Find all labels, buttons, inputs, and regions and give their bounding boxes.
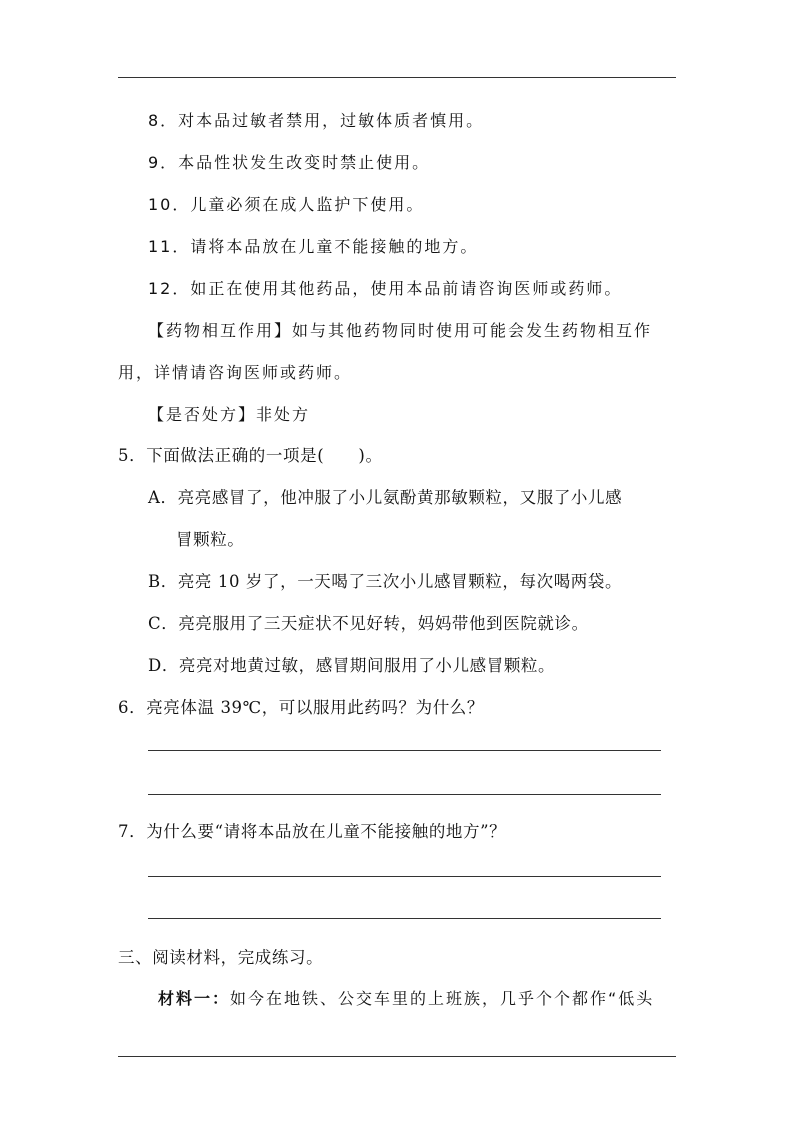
question-6-stem: 6．亮亮体温 39℃，可以服用此药吗？为什么？ bbox=[118, 698, 484, 717]
answer-line-6a[interactable] bbox=[148, 750, 661, 751]
answer-line-7a[interactable] bbox=[148, 876, 661, 877]
question-5-option-a-line1: A．亮亮感冒了，他冲服了小儿氨酚黄那敏颗粒，又服了小儿感 bbox=[148, 488, 623, 507]
interaction-text-line1: 【药物相互作用】如与其他药物同时使用可能会发生药物相互作 bbox=[148, 321, 653, 340]
answer-line-7b[interactable] bbox=[148, 918, 661, 919]
question-5-option-d: D．亮亮对地黄过敏，感冒期间服用了小儿感冒颗粒。 bbox=[148, 656, 556, 675]
notice-item-11: 11．请将本品放在儿童不能接触的地方。 bbox=[148, 237, 479, 256]
section-3-title: 三、阅读材料，完成练习。 bbox=[118, 948, 324, 967]
footer-rule bbox=[118, 1056, 676, 1057]
prescription-text: 【是否处方】非处方 bbox=[148, 405, 311, 424]
notice-item-9: 9．本品性状发生改变时禁止使用。 bbox=[148, 153, 431, 172]
material-1-label: 材料一： bbox=[158, 989, 231, 1008]
material-1-line bbox=[158, 986, 654, 1009]
answer-line-6b[interactable] bbox=[148, 794, 661, 795]
notice-item-10: 10．儿童必须在成人监护下使用。 bbox=[148, 195, 425, 214]
interaction-text-line2: 用，详情请咨询医师或药师。 bbox=[118, 363, 353, 382]
notice-item-12: 12．如正在使用其他药品，使用本品前请咨询医师或药师。 bbox=[148, 279, 623, 298]
question-7-stem: 7．为什么要“请将本品放在儿童不能接触的地方”？ bbox=[118, 822, 507, 841]
question-5-option-b: B．亮亮 10 岁了，一天喝了三次小儿感冒颗粒，每次喝两袋。 bbox=[148, 572, 623, 591]
question-5-option-c: C．亮亮服用了三天症状不见好转，妈妈带他到医院就诊。 bbox=[148, 614, 589, 633]
question-5-stem: 5．下面做法正确的一项是( )。 bbox=[118, 446, 383, 465]
material-1-text: 如今在地铁、公交车里的上班族，几乎个个都作“低头 bbox=[230, 989, 655, 1008]
question-5-option-a-line2: 冒颗粒。 bbox=[176, 530, 245, 549]
header-rule bbox=[118, 77, 676, 78]
notice-item-8: 8．对本品过敏者禁用，过敏体质者慎用。 bbox=[148, 111, 485, 130]
